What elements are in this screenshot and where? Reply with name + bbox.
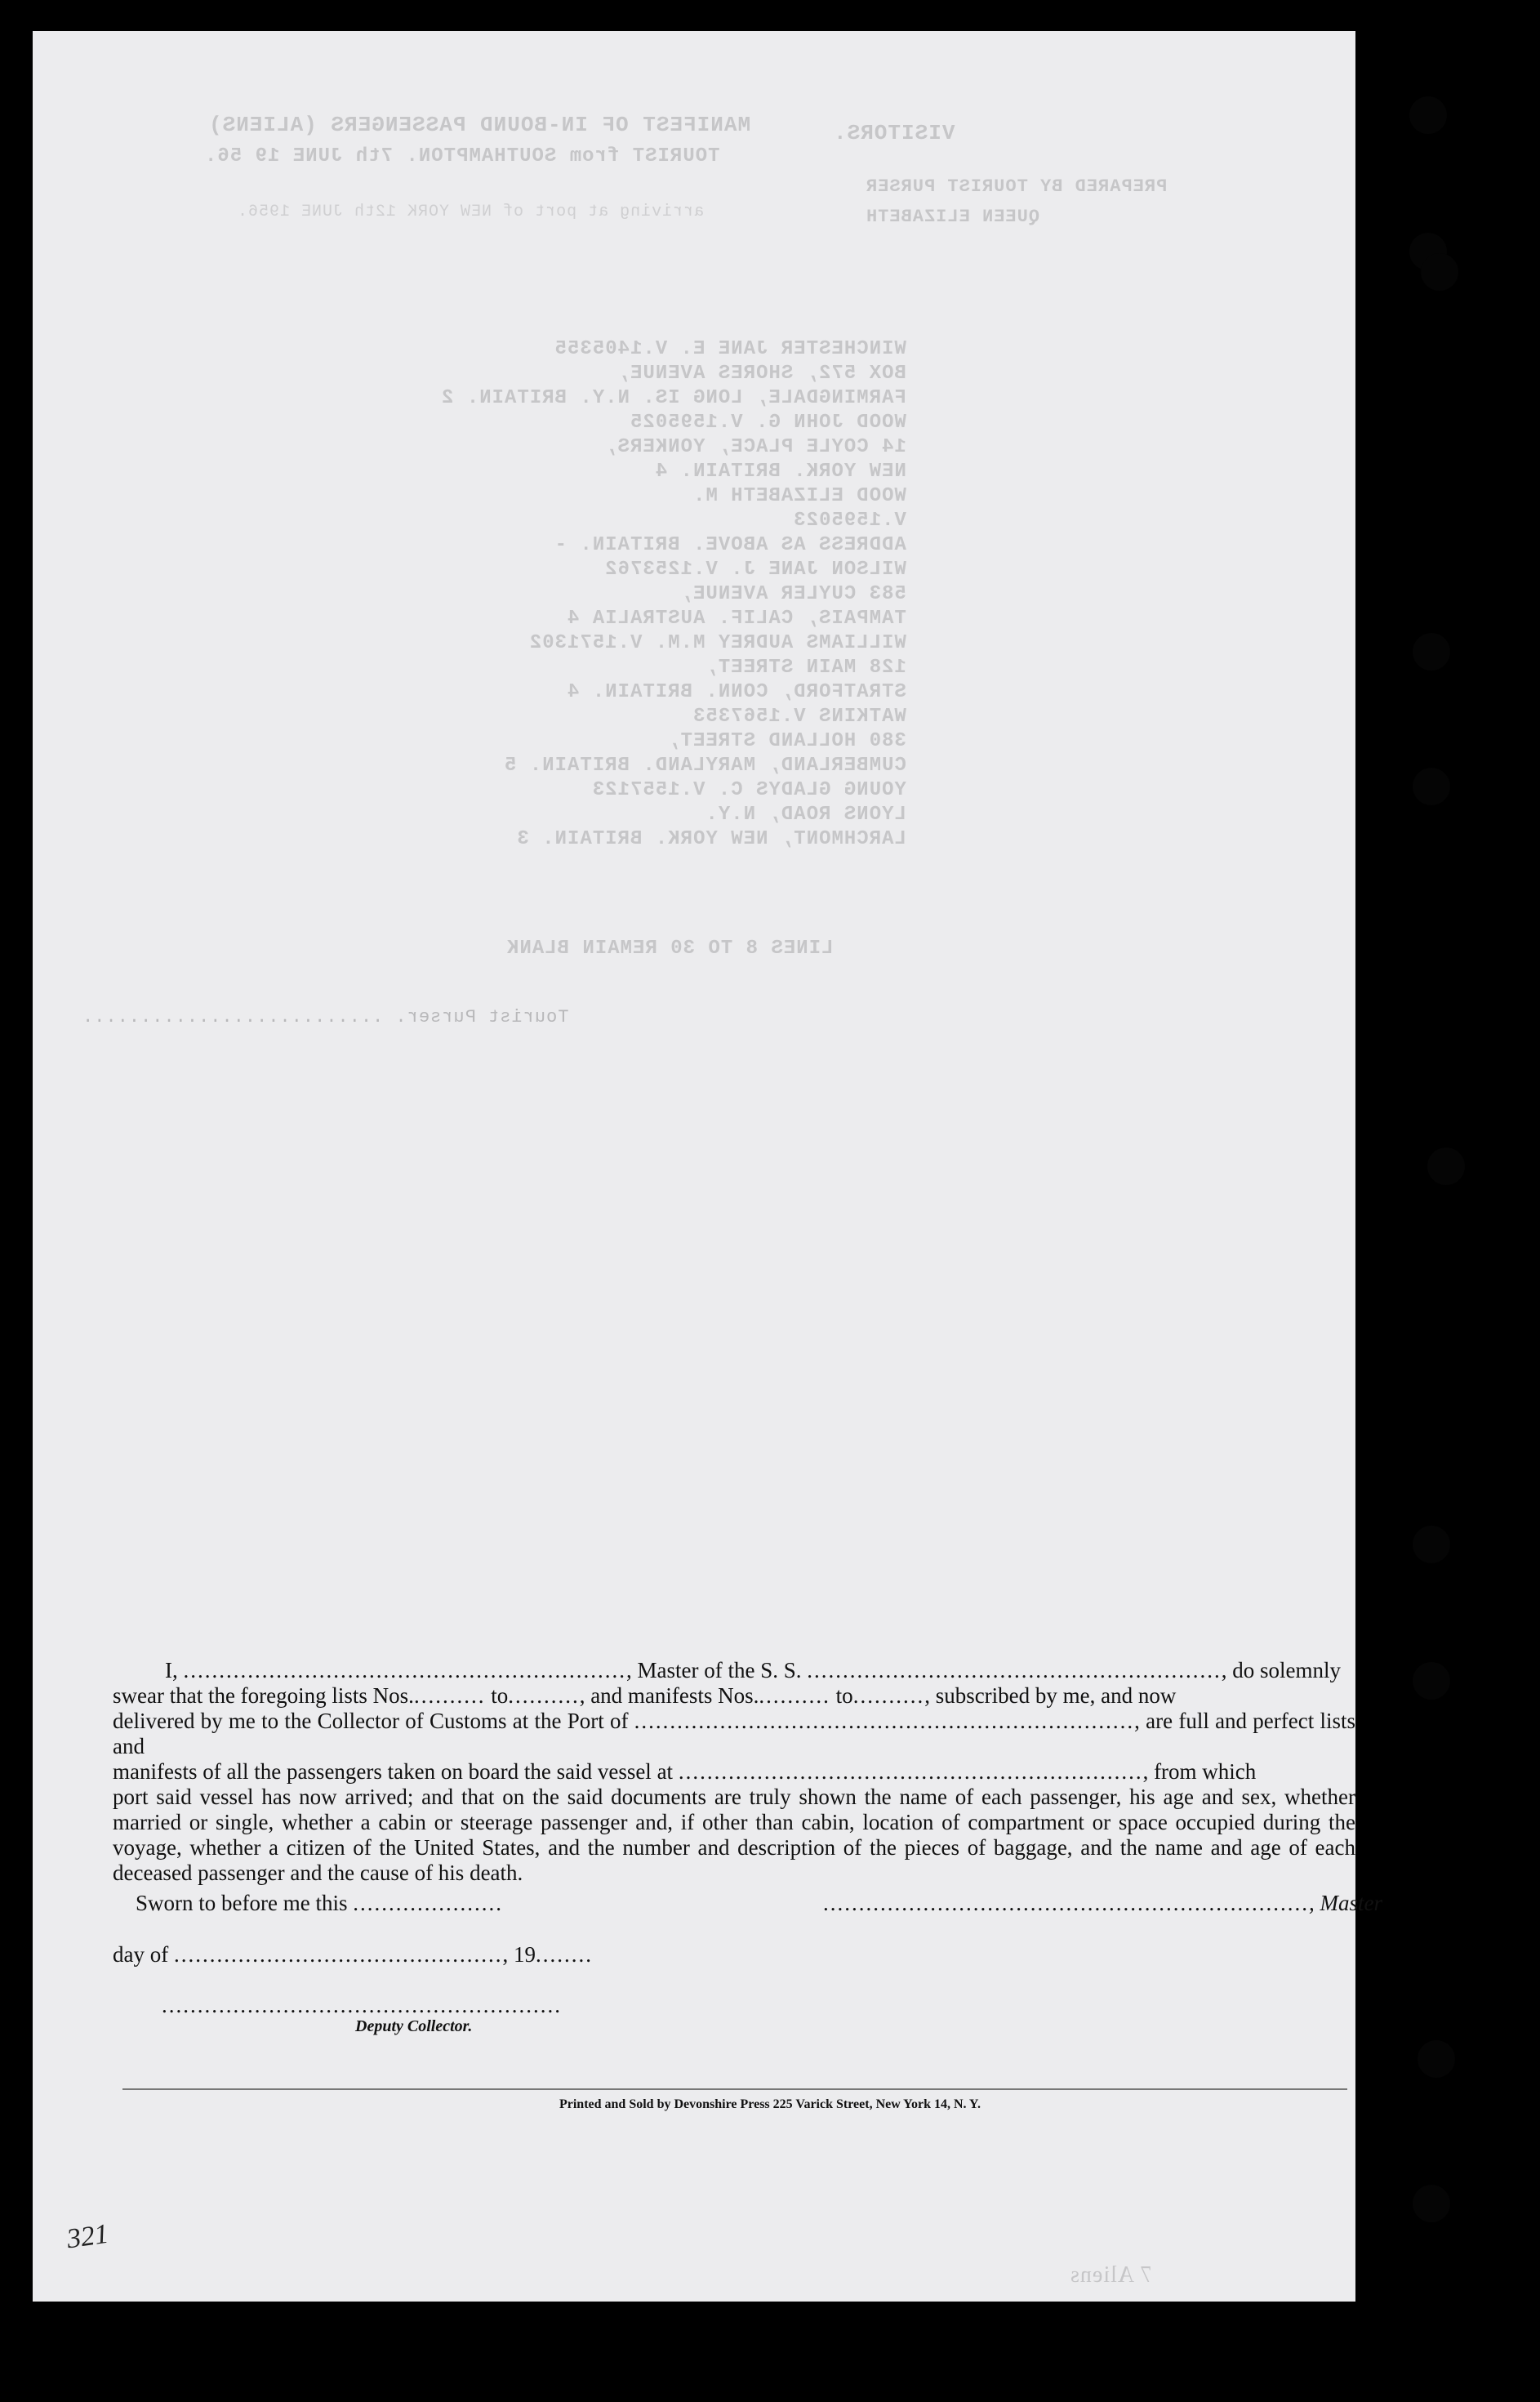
faded-manifest-title: MANIFEST OF IN-BOUND PASSENGERS (ALIENS) — [208, 113, 751, 137]
oath-body: port said vessel has now arrived; and that on the said documents are truly shown the name of each passenger, his age and sex, whether married or single, whether a cabin or steerage passenger and, if other than cabin, location of compartment or space occupied during the voyage, whether a citizen of the United States, and the number and description of the pieces of baggage, and the name and age of each deceased passenger and the cause of his death. — [113, 1785, 1355, 1885]
faded-prepared-by: PREPARED BY TOURIST PURSER — [866, 176, 1168, 197]
binder-hole — [1421, 253, 1458, 291]
faded-class-line: TOURIST from SOUTHAMPTON. 7th JUNE 19 56. — [204, 145, 720, 167]
master-oath: I, .............................................................., Master of the S. S. .........................................................., do solemnly swear that the foregoing lists Nos........... to.........., and manifests Nos........... to.........., subscribed by me, and now delivered by me to the Collector of Customs at the Port of ......................................................................, are full and perfect lists and manifests of all the passengers taken on board the said vessel at ................................................................., from which port said vessel has now arrived; and that on the said documents are truly shown the name of each passenger, his age and sex, whether married or single, whether a cabin or steerage passenger and, if other than cabin, location of compartment or space occupied during the voyage, whether a citizen of the United States, and the number and description of the pieces of baggage, and the name and age of each deceased passenger and the cause of his death. — [113, 1658, 1355, 1885]
binder-hole — [1409, 96, 1447, 134]
master-signature-line: ...................................................................., Master — [823, 1891, 1382, 1915]
binder-hole — [1413, 633, 1450, 671]
faded-visitors: VISITORS. — [833, 121, 955, 145]
binder-hole — [1413, 768, 1450, 805]
binder-hole — [1427, 1148, 1465, 1185]
footer-divider — [122, 2088, 1347, 2090]
faded-queen: QUEEN ELIZABETH — [866, 207, 1040, 227]
faded-passenger-rows: WINCHESTER JANE E. V.1405355 BOX 572, SHORES AVENUE, FARMINGDALE, LONG IS. N.Y. BRITAIN. 2 WOOD JOHN G. V.1595025 14 COYLE PLACE, YONKERS, NEW YORK. BRITAIN. 4 WOOD ELIZABETH M. V.1595023 ADDRESS AS ABOVE. BRITAIN. - WILSON JANE J. V.1253762 583 CUYLER AVENUE, TAMPAIS, CALIF. AUSTRALIA 4 WILLIAMS AUDREY M.M. V.1571302 128 MAIN STREET, STRATFORD, CONN. BRITAIN. 4 WATKINS V.1567353 380 HOLLAND STREET, CUMBERLAND, MARYLAND. BRITAIN. 5 YOUNG GLADYS C. V.1557123 LYONS ROAD, N.Y. LARCHMONT, NEW YORK. BRITAIN. 3 — [441, 338, 906, 850]
binder-hole — [1413, 1662, 1450, 1700]
handwritten-corner-mark: 321 — [65, 2218, 111, 2255]
day-of-line: day of .............................................., 19........ — [113, 1942, 593, 1967]
sworn-line: Sworn to before me this ..................... — [136, 1891, 503, 1915]
faded-purser-signature: Tourist Purser. .......................... — [82, 1007, 569, 1027]
deputy-collector-label: Deputy Collector. — [355, 2017, 473, 2035]
faded-lines-blank: LINES 8 TO 30 REMAIN BLANK — [506, 938, 834, 960]
binder-hole — [1413, 2185, 1450, 2222]
faded-arriving-line: arriving at port of NEW YORK 12th JUNE 1956. — [237, 203, 705, 221]
binder-hole — [1413, 1526, 1450, 1563]
binder-hole — [1418, 2040, 1455, 2078]
faded-bottom-mark: 7 Aliens — [1070, 2262, 1152, 2288]
deputy-signature-dots: ........................................................ — [162, 1993, 562, 2017]
printer-credit: Printed and Sold by Devonshire Press 225 Varick Street, New York 14, N. Y. — [559, 2097, 981, 2111]
